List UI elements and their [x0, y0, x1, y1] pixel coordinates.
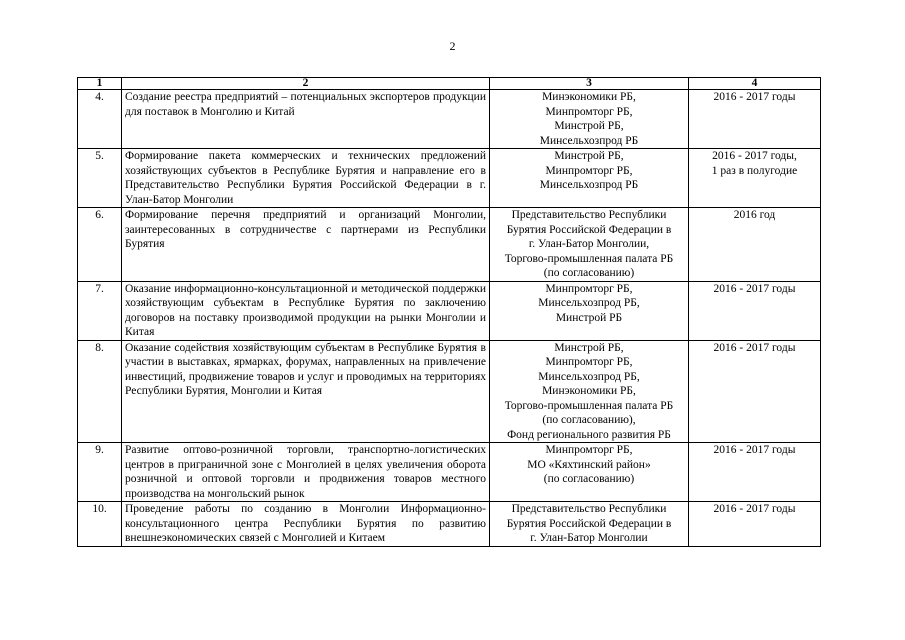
executors-cell [490, 149, 689, 208]
term-line: 2016 год [733, 209, 776, 221]
table-row [78, 502, 821, 547]
executor-line: Минпромторг РБ, [545, 444, 633, 456]
table-header-row [78, 78, 821, 90]
executor-line: Минпромторг РБ, [545, 282, 633, 295]
executor-line: Торгово-промышленная палата РБ [504, 399, 674, 412]
executor-line: Представительство Республики [511, 503, 667, 515]
table-row [78, 340, 821, 443]
task-description: Проведение работы по созданию в Монголии Информационно-консультационного центра Республики Бурятия по развитию внешнеэкономических связей с Монголией и Китаем [122, 502, 490, 547]
executor-line: Минсельхозпрод РБ [539, 134, 639, 147]
executor-line: Фонд регионального развития РБ [507, 428, 671, 441]
executor-line: Минпромторг РБ, [545, 164, 633, 177]
executor-line: Представительство Республики [511, 209, 667, 221]
page-number: 2 [449, 39, 456, 53]
term-line: 2016 - 2017 годы, [712, 150, 797, 162]
term-cell [689, 502, 821, 547]
term-cell [689, 281, 821, 340]
executors-cell [490, 502, 689, 547]
term-line: 2016 - 2017 годы [713, 282, 796, 295]
executor-line: (по согласованию), [542, 414, 636, 426]
executor-line: Минсельхозпрод РБ [539, 179, 639, 191]
task-description: Создание реестра предприятий – потенциальных экспортеров продукции для поставок в Монголию и Китай [122, 90, 490, 149]
executor-line: Торгово-промышленная палата РБ [504, 252, 674, 265]
executors-cell [490, 443, 689, 502]
executor-line: (по согласованию) [543, 473, 635, 485]
executor-line: Минстрой РБ, [554, 341, 624, 354]
executor-line: Минпромторг РБ, [545, 105, 633, 118]
executor-line: Минпромторг РБ, [545, 356, 633, 368]
table-row [78, 443, 821, 502]
task-description: Оказание содействия хозяйствующим субъектам в Республике Бурятия в участии в выставках, ярмарках, форумах, направленных на привлечение инвестиций, продвижение товаров и услуг и проводимых на территориях Республики Бурятия, Монголии и Китая [122, 340, 490, 443]
column-header-task: 2 [122, 78, 490, 90]
executor-line: Минсельхозпрод РБ, [538, 297, 640, 309]
term-cell [689, 340, 821, 443]
table-row [78, 281, 821, 340]
row-number: 4. [78, 90, 122, 149]
term-cell [689, 90, 821, 149]
row-number: 9. [78, 443, 122, 502]
activity-plan-table [77, 77, 821, 547]
task-description: Развитие оптово-розничной торговли, транспортно-логистических центров в приграничной зоне с Монголией в целях увеличения оборота розничной и оптовой торговли и продвижения товаров местного производства на монгольский рынок [122, 443, 490, 502]
term-cell [689, 208, 821, 282]
executor-line: (по согласованию) [543, 267, 635, 279]
row-number: 10. [78, 502, 122, 547]
executor-line: Минэкономики РБ, [542, 91, 636, 103]
executors-cell [490, 281, 689, 340]
column-header-term: 4 [689, 78, 821, 90]
executors-cell [490, 90, 689, 149]
term-line: 2016 - 2017 годы [713, 91, 796, 103]
executor-line: Бурятия Российской Федерации в [506, 517, 672, 530]
table-row [78, 208, 821, 282]
term-line: 2016 - 2017 годы [713, 444, 796, 456]
executor-line: г. Улан-Батор Монголии, [528, 238, 650, 250]
executor-line: Минсельхозпрод РБ, [538, 370, 640, 383]
executor-line: Минэкономики РБ, [542, 385, 636, 397]
term-line: 2016 - 2017 годы [713, 341, 796, 354]
executor-line: г. Улан-Батор Монголии [530, 532, 648, 544]
term-cell [689, 149, 821, 208]
row-number: 7. [78, 281, 122, 340]
executor-line: Минстрой РБ, [554, 120, 624, 132]
column-header-number: 1 [78, 78, 122, 90]
term-cell [689, 443, 821, 502]
column-header-executors: 3 [490, 78, 689, 90]
term-line: 2016 - 2017 годы [713, 503, 796, 515]
executors-cell [490, 340, 689, 443]
executors-cell [490, 208, 689, 282]
executor-line: МО «Кяхтинский район» [527, 458, 651, 471]
task-description: Оказание информационно-консультационной и методической поддержки хозяйствующим субъектам в Республике Бурятия по заключению договоров на поставку производимой продукции на рынки Монголии и Китая [122, 281, 490, 340]
table-row [78, 149, 821, 208]
row-number: 8. [78, 340, 122, 443]
executor-line: Минстрой РБ [555, 311, 623, 324]
table-row [78, 90, 821, 149]
task-description: Формирование пакета коммерческих и технических предложений хозяйствующих субъектов в Республике Бурятия и направление его в Представительство Республики Бурятия Российской Федерации в г. Улан-Батор Монголии [122, 149, 490, 208]
executor-line: Минстрой РБ, [554, 150, 624, 162]
task-description: Формирование перечня предприятий и организаций Монголии, заинтересованных в сотрудничестве с партнерами из Республики Бурятия [122, 208, 490, 282]
row-number: 6. [78, 208, 122, 282]
row-number: 5. [78, 149, 122, 208]
executor-line: Бурятия Российской Федерации в [506, 223, 672, 236]
term-line: 1 раз в полугодие [711, 164, 798, 177]
